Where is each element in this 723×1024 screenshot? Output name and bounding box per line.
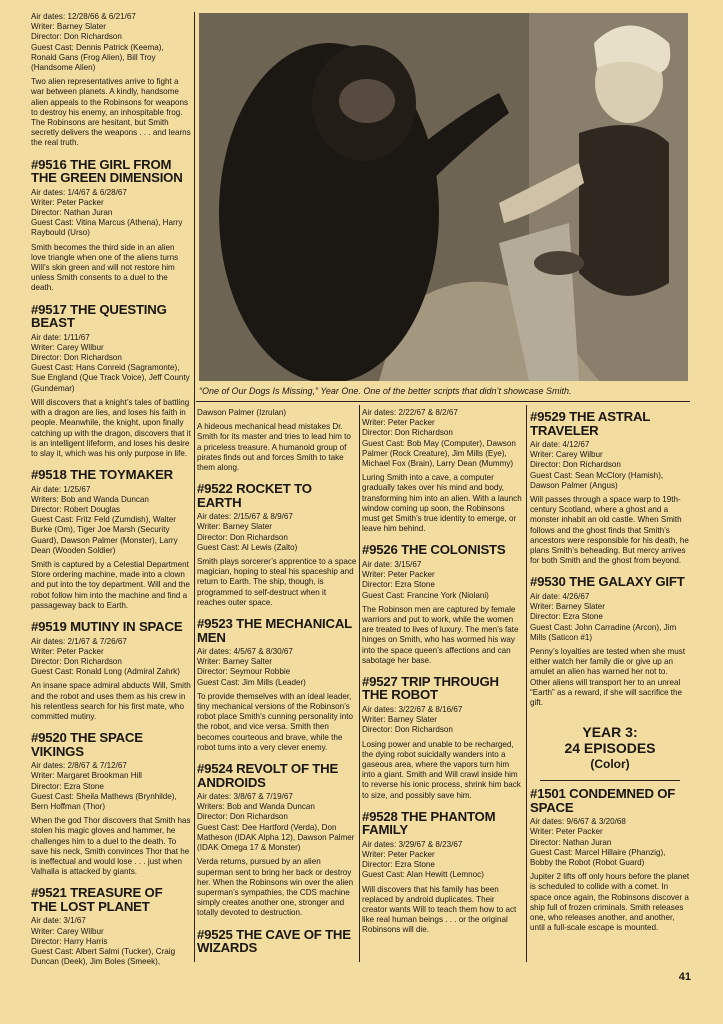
episode-synopsis: Will passes through a space warp to 19th-century Scotland, where a ghost and a monster inhabit an old castle. When Smith follows and the ghost finds that Smith’s ancestors were responsible for his death, he plans Smith’s beheading. But mercy arrives for both Smith and the ghost from beyond. — [530, 495, 689, 566]
episode-title-9520: #9520 THE SPACE VIKINGS — [31, 730, 143, 759]
episode-credits: Air date: 3/1/67 Writer: Carey Wilbur Director: Harry Harris Guest Cast: Albert Salmi (Tucker), Craig Duncan (Deek), Jim Boles (Smeek), — [31, 916, 176, 967]
episode-title-9530: #9530 THE GALAXY GIFT — [530, 574, 685, 590]
column-1 — [31, 12, 191, 967]
episode-credits: Air date: 1/25/67 Writers: Bob and Wanda Duncan Director: Robert Douglas Guest Cast: Fritz Feld (Zumdish), Walter Burke (Om), Tiger Joe Marsh (Security Guard), Dawson Palmer (Monster), Larry Dean (Wooden Soldier) — [31, 484, 178, 555]
episode-photo — [199, 13, 688, 381]
episode-title-9519: #9519 MUTINY IN SPACE — [31, 619, 183, 635]
column-divider — [194, 12, 195, 962]
episode-synopsis: Smith plays sorcerer’s apprentice to a space magician, hoping to steal his spaceship and return to Earth. The ship, though, is programmed to self-destruct when it reaches outer space. — [197, 557, 357, 607]
episode-title-9517: #9517 THE QUESTING BEAST — [31, 301, 167, 331]
episode-synopsis: The Robinson men are captured by female warriors and put to work, while the women are treated to lives of luxury. The men’s fate hinges on Smith, who has wormed his way into the space queen’s affections and can sabotage her base. — [362, 604, 519, 665]
episode-credits: Air dates: 3/22/67 & 8/16/67 Writer: Barney Slater Director: Don Richardson — [362, 704, 463, 735]
episode-title-9516: #9516 THE GIRL FROM THE GREEN DIMENSION — [31, 156, 183, 186]
episode-credits: Air dates: 3/8/67 & 7/19/67 Writers: Bob and Wanda Duncan Director: Don Richardson Guest Cast: Dee Hartford (Verda), Don Matheson (IDAK Alpha 12), Dawson Palmer (IDAK Omega 17 & Monster) — [197, 792, 355, 853]
episode-title-9524: #9524 REVOLT OF THE ANDROIDS — [197, 761, 339, 790]
page-number: 41 — [678, 971, 691, 983]
column-divider — [526, 405, 527, 962]
episode-credits: Air dates: 2/1/67 & 7/26/67 Writer: Peter Packer Director: Don Richardson Guest Cast: Ronald Long (Admiral Zahrk) — [31, 636, 180, 677]
episode-title-9528: #9528 THE PHANTOM FAMILY — [362, 808, 496, 838]
episode-title-9523: #9523 THE MECHANICAL MEN — [197, 616, 352, 645]
episode-synopsis: Smith is captured by a Celestial Department Store ordering machine, made into a clown and put into the toy department. Will and the robot follow him into the machine and find a passageway back to Earth. — [31, 560, 190, 610]
photo-caption: “One of Our Dogs Is Missing,” Year One. One of the better scripts that didn’t showcase Smith. — [199, 386, 572, 396]
episode-credits: Air dates: 1/4/67 & 6/28/67 Writer: Peter Packer Director: Nathan Juran Guest Cast: Vitina Marcus (Athena), Harry Raybould (Urso) — [31, 187, 183, 238]
episode-synopsis: Verda returns, pursued by an alien superman sent to bring her back or destroy her. When the Robinsons win over the alien superman’s sympathies, the CDS machine simply creates another one, stronger and totally devoted to destruction. — [197, 857, 354, 918]
section-rule — [540, 780, 680, 781]
episode-title-9525: #9525 THE CAVE OF THE WIZARDS — [197, 927, 351, 955]
episode-synopsis: Two alien representatives arrive to fight a war between planets. A kindly, handsome alien appeals to the Robinsons for weapons to destroy his enemy, an inhospitable frog. The Robinsons are hesitant, but Smith secretly delivers the weapons . . . and learns the real truth. — [31, 77, 191, 148]
episode-title-9522: #9522 ROCKET TO EARTH — [197, 481, 312, 510]
episode-synopsis: To provide themselves with an ideal leader, tiny mechanical versions of the Robinson’s robot place Smith’s cunning personality into the robot, and vice versa. Smith then becomes courteous and brave, while the robot turns into a very clever enemy. — [197, 691, 353, 752]
episode-synopsis: A hideous mechanical head mistakes Dr. Smith for its master and tries to lead him to a priceless treasure. A humanoid group of pirates finds out and forces Smith to take them along. — [197, 422, 351, 473]
episode-synopsis: Smith becomes the third side in an alien love triangle when one of the aliens turns Will’s skin green and will not restore him unless Smith consents to a duel to the death. — [31, 242, 179, 293]
episode-title-1501: #1501 CONDEMNED OF SPACE — [530, 786, 676, 815]
episode-title-9518: #9518 THE TOYMAKER — [31, 467, 173, 483]
episode-synopsis: Jupiter 2 lifts off only hours before the planet is scheduled to collide with a comet. In space once again, the Robinsons discover a ship full of frozen criminals. Smith releases one, who releases another, and another, until a full-scale escape is mounted. — [530, 872, 690, 933]
episode-credits: Air dates: 4/5/67 & 8/30/67 Writer: Barney Salter Director: Seymour Robbie Guest Cast: Jim Mills (Leader) — [197, 647, 306, 687]
column-divider — [359, 405, 360, 962]
column-3 — [362, 408, 522, 936]
episode-credits: Air dates: 9/6/67 & 3/20/68 Writer: Peter Packer Director: Nathan Juran Guest Cast: Marcel Hillaire (Phanzig), Bobby the Robot (Robot Guard) — [530, 817, 666, 867]
episode-credits: Air dates: 12/28/66 & 6/21/67 Writer: Barney Slater Director: Don Richardson Guest Cast: Dennis Patrick (Keema), Ronald Gans (Frog Alien), Bill Troy (Handsome Alien) — [31, 12, 164, 73]
column-4 — [530, 408, 690, 933]
episode-credits: Air date: 4/26/67 Writer: Barney Slater Director: Ezra Stone Guest Cast: John Carradine (Arcon), Jim Mills (Saticon #1) — [530, 591, 677, 642]
episode-synopsis: Will discovers that a knight’s tales of battling with a dragon are lies, and loses his faith in people. Meanwhile, the knight, upon finally catching up with the dragon, discovers that it is an intelligent lifeform, and loses his desire to slay it, which was his only purpose in life. — [31, 397, 191, 458]
episode-synopsis: When the god Thor discovers that Smith has stolen his magic gloves and hammer, he challenges him to a duel to the death. To save his neck, Smith convinces Thor that he is ineffectual and would lose . . . just when Valhalla is attacked by giants. — [31, 816, 191, 877]
year-3-heading: YEAR 3: 24 EPISODES (Color) — [564, 724, 656, 772]
column-2 — [197, 408, 357, 958]
episode-title-9527: #9527 TRIP THROUGH THE ROBOT — [362, 673, 499, 703]
episode-credits: Air date: 1/11/67 Writer: Carey Wilbur Director: Don Richardson Guest Cast: Hans Conreid (Sagramonte), Sue England (Que Track Voice), Jeff County (Gundemar) — [31, 332, 190, 393]
episode-synopsis: Losing power and unable to be recharged, the dying robot suicidally wanders into a gaseous area, where the vapors turn him into a giant. Smith and Will crawl inside him to reverse his ionic process, shrink him back to size, and possibly save him. — [362, 739, 521, 800]
episode-credits: Air dates: 2/15/67 & 8/9/67 Writer: Barney Slater Director: Don Richardson Guest Cast: Al Lewis (Zalto) — [197, 512, 298, 552]
photo-illustration — [199, 13, 688, 381]
caption-rule — [196, 401, 690, 402]
episode-synopsis: Will discovers that his family has been replaced by android duplicates. Their creator wants Will to teach them how to act like real human beings . . . or the original Robinsons will die. — [362, 884, 517, 935]
episode-credits: Dawson Palmer (Izrulan) — [197, 408, 287, 417]
episode-synopsis: Penny’s loyalties are tested when she must either watch her family die or give up an amulet an alien has warned her not to. Other aliens will transport her to an unreal “Earth” as a reward, if she will sacrifice the gift. — [530, 646, 686, 707]
episode-credits: Air dates: 2/22/67 & 8/2/67 Writer: Peter Packer Director: Don Richardson Guest Cast: Bob May (Computer), Dawson Palmer (Rock Creature), Jim Mills (Eye), Michael Fox (Brain), Larry Dean (Mummy) — [362, 408, 516, 469]
episode-title-9521: #9521 TREASURE OF THE LOST PLANET — [31, 885, 163, 914]
episode-synopsis: An insane space admiral abducts Will, Smith and the robot and uses them as his crew in his relentless search for his first mate, who committed mutiny. — [31, 681, 191, 721]
episode-credits: Air dates: 2/8/67 & 7/12/67 Writer: Margaret Brookman Hill Director: Ezra Stone Guest Cast: Sheila Mathews (Brynhilde), Bern Hoffman (Thor) — [31, 761, 177, 811]
episode-title-9529: #9529 THE ASTRAL TRAVELER — [530, 409, 650, 438]
episode-synopsis: Luring Smith into a cave, a computer gradually takes over his mind and body, transforming him into an alien. With a launch window coming up soon, the Robinsons must get Smith’s true identity to emerge, or leave him behind. — [362, 473, 522, 534]
episode-credits: Air date: 4/12/67 Writer: Carey Wilbur Director: Don Richardson Guest Cast: Sean McClory (Hamish), Dawson Palmer (Angus) — [530, 440, 664, 490]
episode-credits: Air dates: 3/29/67 & 8/23/67 Writer: Peter Packer Director: Ezra Stone Guest Cast: Alan Hewitt (Lemnoc) — [362, 839, 484, 880]
episode-credits: Air date: 3/15/67 Writer: Peter Packer Director: Ezra Stone Guest Cast: Francine York (Niolani) — [362, 559, 489, 600]
episode-title-9526: #9526 THE COLONISTS — [362, 542, 506, 558]
